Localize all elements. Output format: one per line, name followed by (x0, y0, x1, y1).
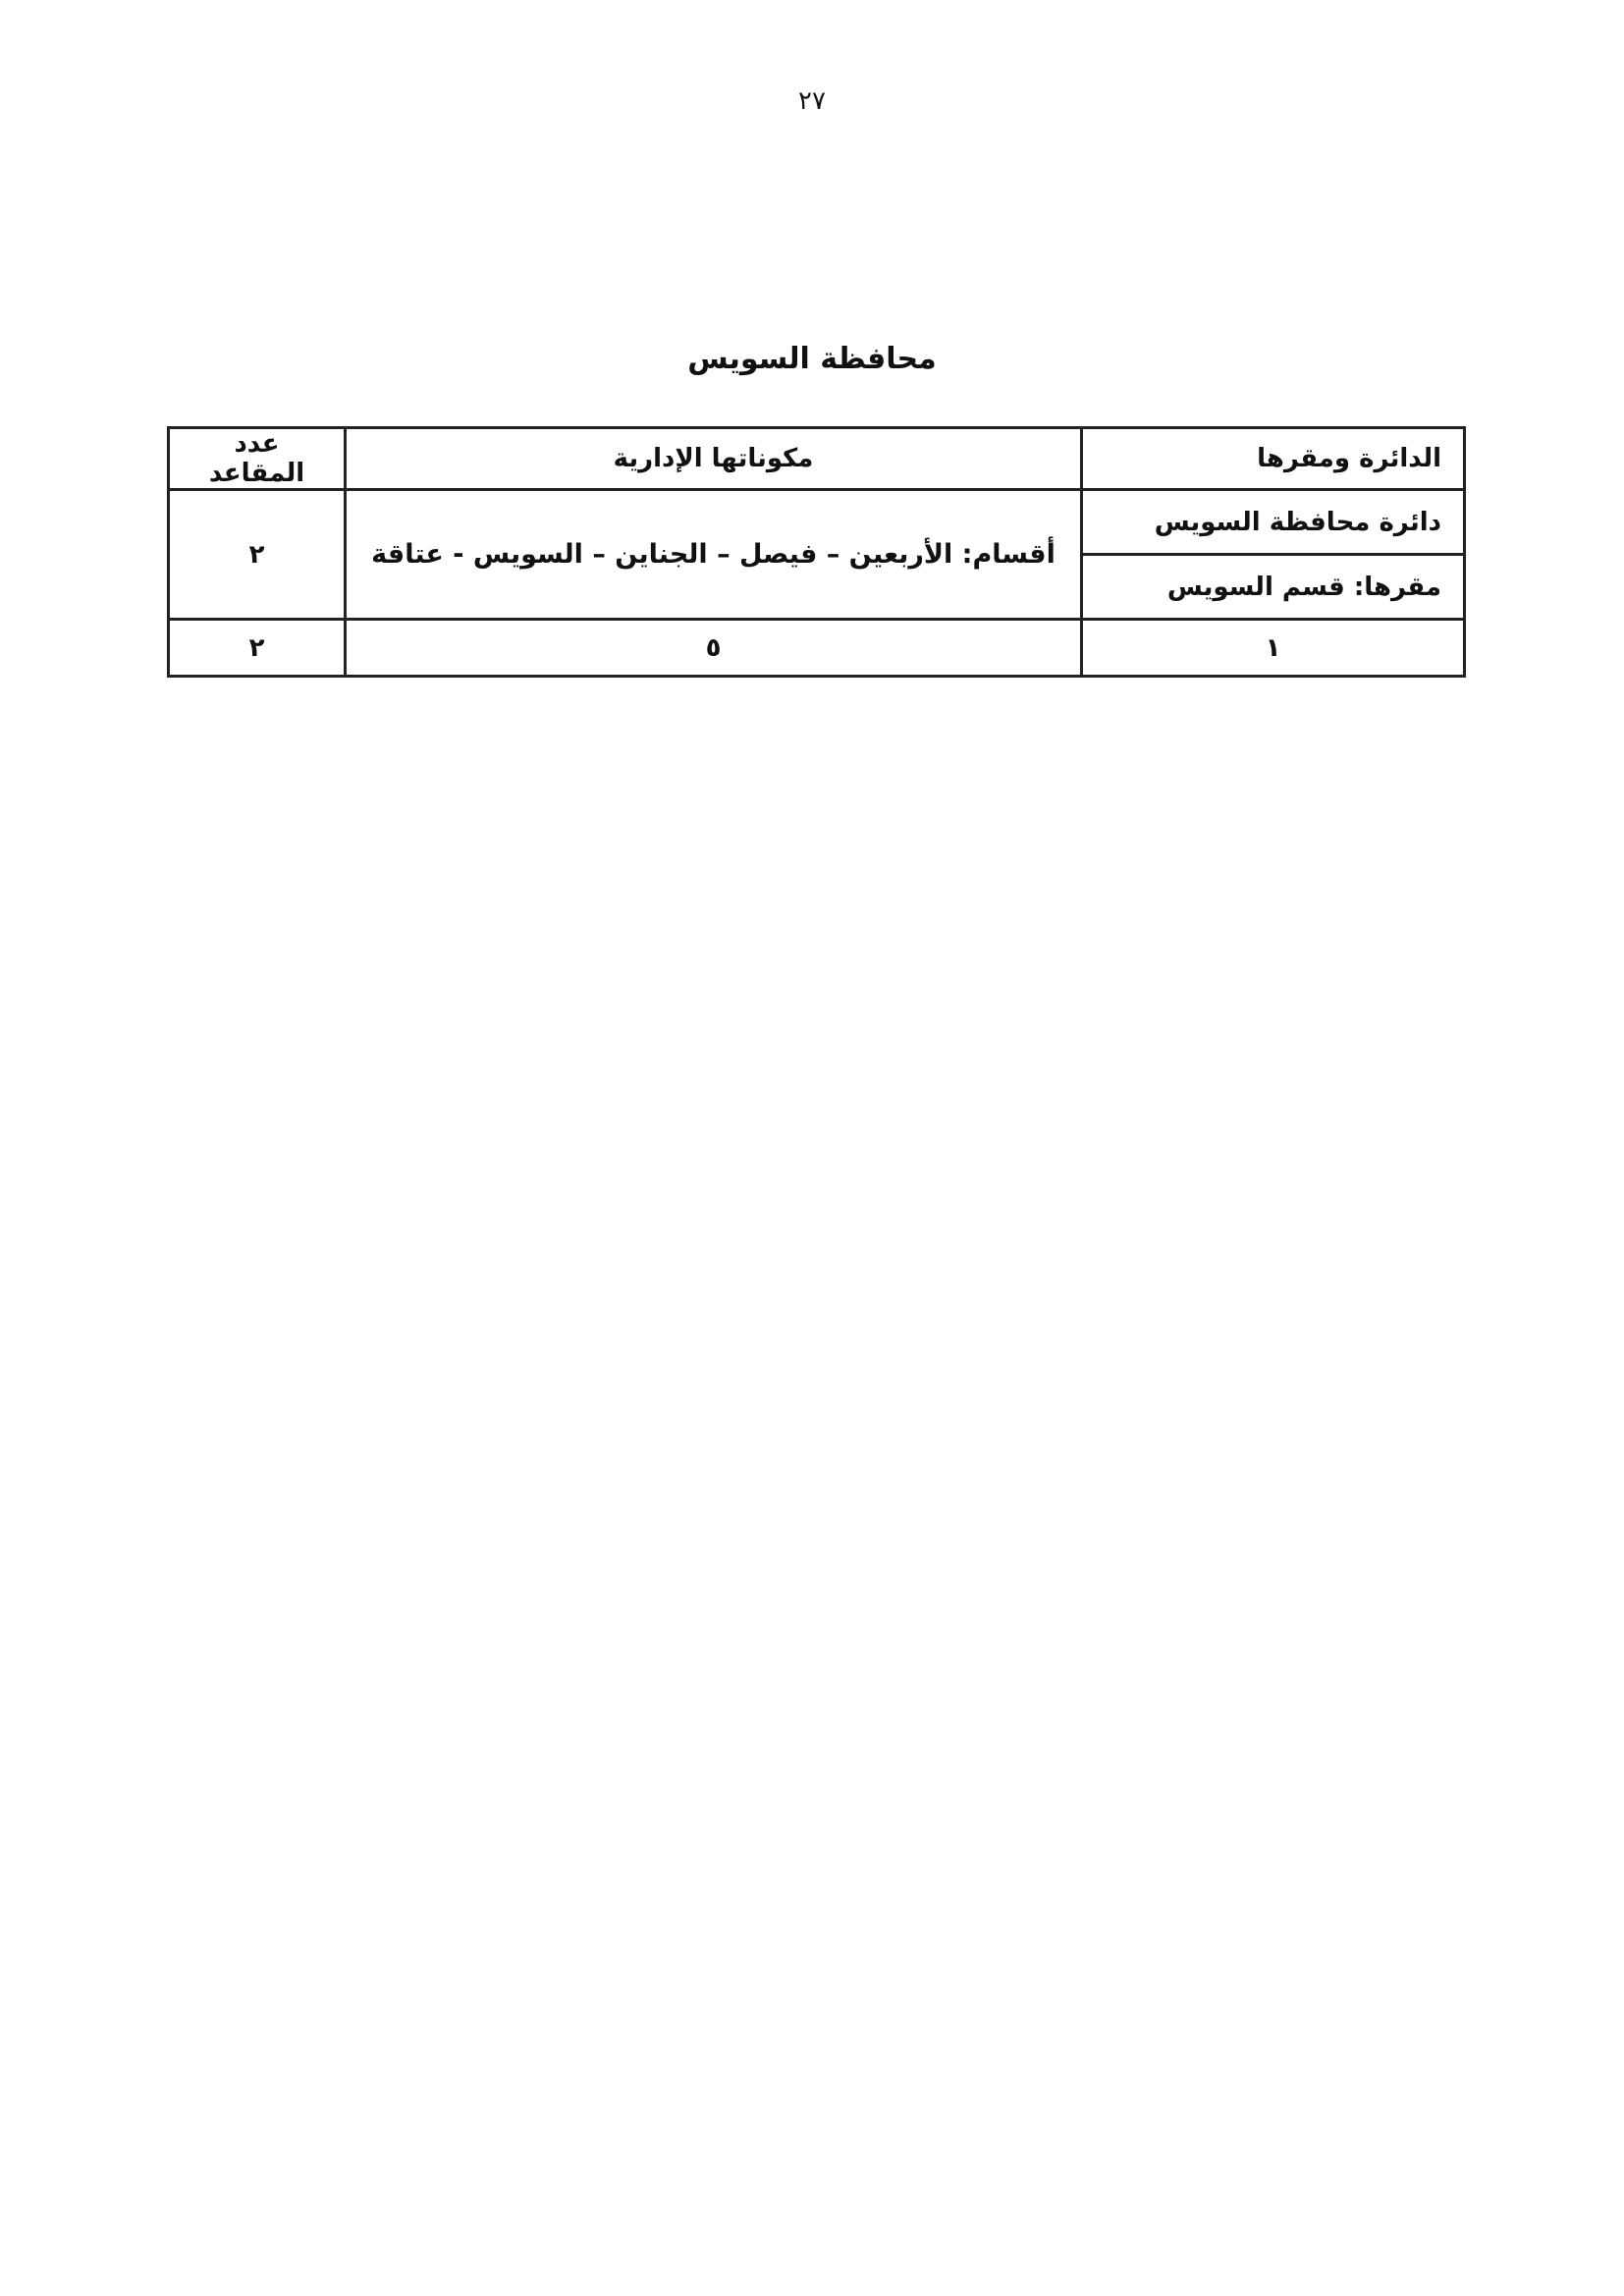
districts-table (167, 426, 1466, 678)
district-seat-cell: مقرها: قسم السويس (1082, 555, 1465, 620)
totals-row (169, 620, 1465, 677)
page-title: محافظة السويس (687, 342, 937, 376)
total-seats-cell: ٢ (169, 620, 346, 677)
header-seats: عدد المقاعد (169, 428, 346, 490)
header-district: الدائرة ومقرها (1082, 428, 1465, 490)
total-components-cell: ٥ (346, 620, 1082, 677)
page-number: ٢٧ (798, 86, 826, 116)
seats-cell: ٢ (169, 490, 346, 620)
components-cell: أقسام: الأربعين – فيصل – الجناين – السويس - عتاقة (346, 490, 1082, 620)
district-name-cell: دائرة محافظة السويس (1082, 490, 1465, 555)
table-header-row (169, 428, 1465, 490)
districts-table-container (167, 426, 1463, 678)
header-components: مكوناتها الإدارية (346, 428, 1082, 490)
table-row (169, 490, 1465, 555)
total-districts-cell: ١ (1082, 620, 1465, 677)
